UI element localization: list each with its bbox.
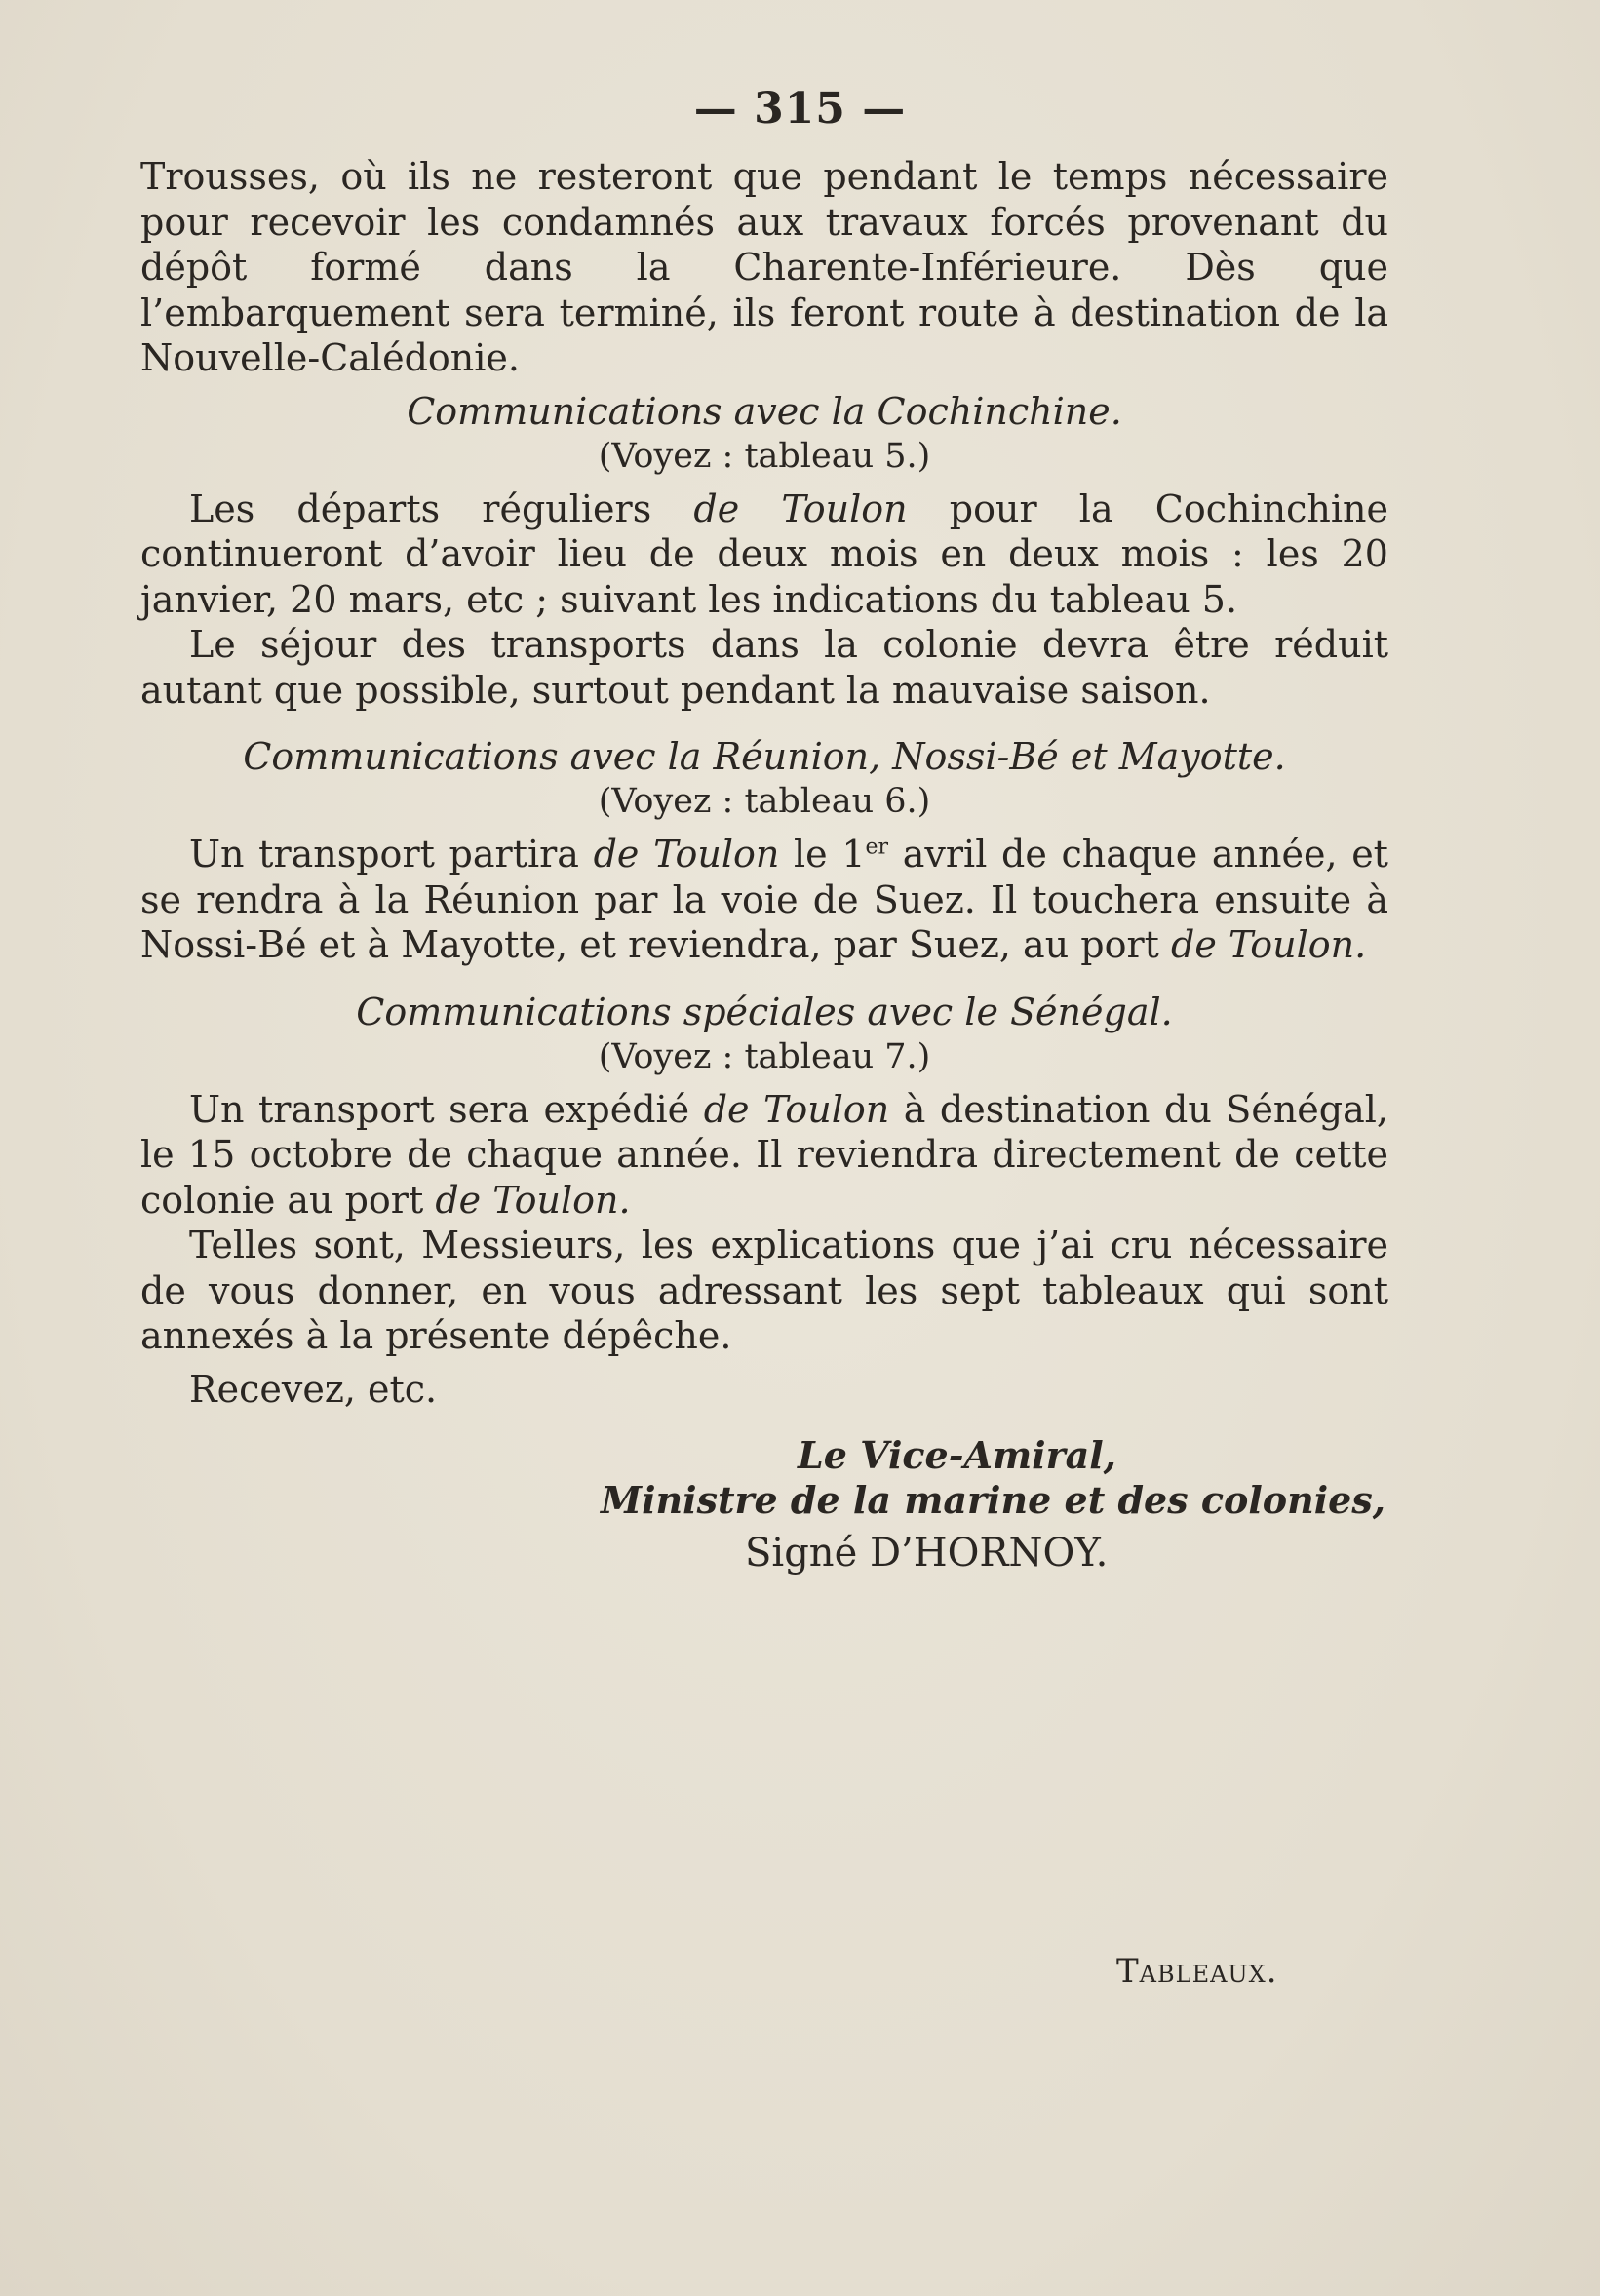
reference-cochinchine: (Voyez : tableau 5.) (598, 436, 931, 476)
reference-senegal: (Voyez : tableau 7.) (598, 1036, 931, 1076)
place-toulon: de Toulon. (435, 1178, 631, 1222)
heading-reunion: Communications avec la Réunion, Nossi-Bé et Mayotte. (243, 735, 1286, 778)
paragraph-closing: Recevez, etc. (189, 1367, 438, 1411)
place-toulon: de Toulon (593, 833, 780, 876)
heading-senegal: Communications spéciales avec le Sénégal. (356, 990, 1173, 1033)
signature-title: Le Vice-Amiral, (798, 1433, 1116, 1477)
paragraph-cochinchine-stay: Le séjour des transports dans la colonie devra être réduit autant que possible, surtout pendant la mauvaise saison. (140, 623, 1388, 712)
intro-paragraph: Trousses, où ils ne resteront que pendant le temps nécessaire pour recevoir les condamnés aux travaux forcés provenant du dépôt formé dans la Charente-Inférieure. Dès que l’embarquement sera terminé, ils feront route à destination de la Nouvelle-Calédonie. (140, 155, 1388, 379)
signature-name: Signé D’HORNOY. (745, 1531, 1109, 1576)
paragraph-reunion: Un transport partira de Toulon le 1er avril de chaque année, et se rendra à la Réunion par la voie de Suez. Il touchera ensuite à Nossi-Bé et à Mayotte, et reviendra, par Suez, au port de Toulon. (140, 833, 1388, 966)
text-block (140, 154, 1388, 1576)
paragraph-cochinchine-departures: Les départs réguliers de Toulon pour la Cochinchine continueront d’avoir lieu de deux mois en deux mois : les 20 janvier, 20 mars, etc ; suivant les indications du tableau 5. (140, 486, 1388, 621)
signature-office: Ministre de la marine et des colonies, (601, 1478, 1385, 1522)
reference-reunion: (Voyez : tableau 6.) (598, 782, 931, 821)
place-toulon: de Toulon (693, 486, 908, 530)
place-toulon: de Toulon. (1171, 923, 1367, 966)
paragraph-explanations: Telles sont, Messieurs, les explications que j’ai cru nécessaire de vous donner, en vous adressant les sept tableaux qui sont annexés à la présente dépêche. (140, 1224, 1388, 1357)
superscript: er (865, 835, 889, 860)
paragraph-senegal: Un transport sera expédié de Toulon à destination du Sénégal, le 15 octobre de chaque année. Il reviendra directement de cette colonie au port de Toulon. (140, 1087, 1389, 1222)
page-number: — 315 — (693, 84, 907, 134)
place-toulon: de Toulon (703, 1087, 890, 1131)
catchword: Tableaux. (1116, 1952, 1278, 1991)
heading-cochinchine: Communications avec la Cochinchine. (407, 389, 1122, 433)
